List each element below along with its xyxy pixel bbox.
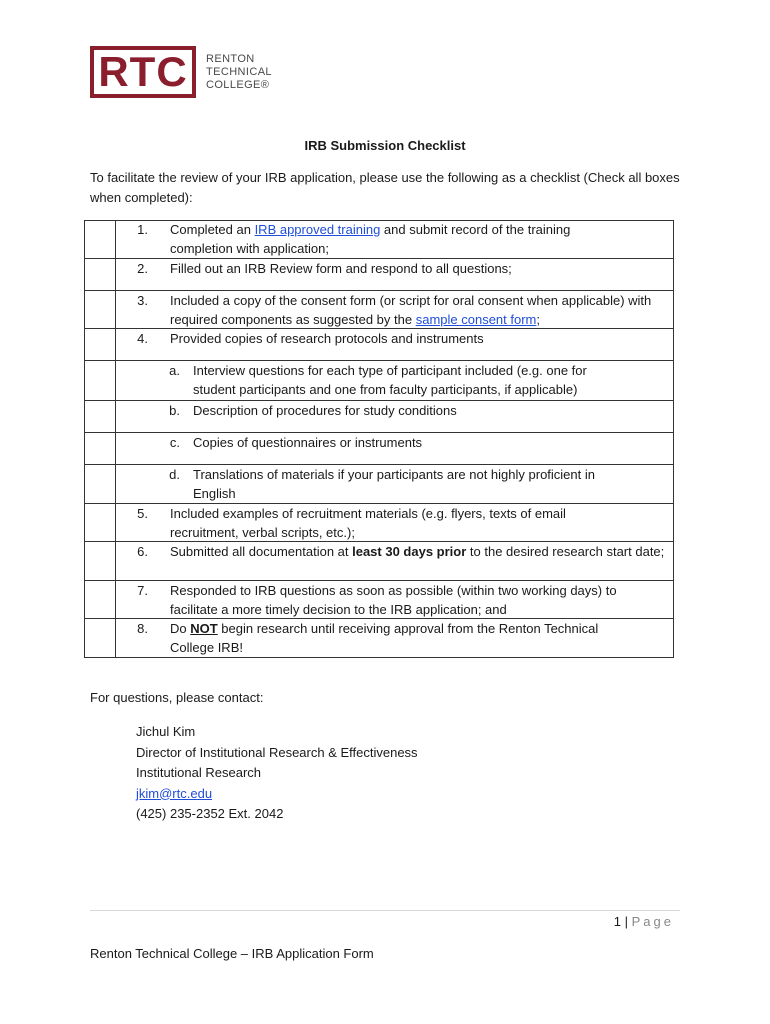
contact-heading: For questions, please contact: [90, 690, 264, 705]
checklist-table: 1. Completed an IRB approved training and submit record of the training completion with application; 2. Filled out an IRB Review form and respond to all questions; 3. Included a copy of the consent form (or script for oral consent when applicable) with required components as suggested by the sample consent form; 4. Provided copies of research protocols and instruments a. Interview questions for each type of participant included (e.g. one for student participants and one from faculty participants, if applicable) b. Description of procedures for study conditions c. Copies of questionnaires or instruments d. Translations of materials if your participants are not highly proficient in English 5. Included examples of recruitment materials (e.g. flyers, texts of email recruitment, verbal scripts, etc.); 6. Submitted all documentation at least 30 days prior to the desired research start date; 7. Responded to IRB questions as soon as possible (within two working days) to facilitate a more timely decision to the IRB application; and 8. Do NOT begin research until receiving approval from the Renton Technical College IRB! [84, 220, 674, 658]
intro-text: To facilitate the review of your IRB application, please use the following as a checklist (Check all boxes when completed): [90, 170, 680, 205]
checkbox[interactable] [84, 259, 116, 290]
contact-phone: (425) 235-2352 Ext. 2042 [136, 806, 284, 821]
logo-wordmark [206, 53, 272, 92]
checkbox[interactable] [84, 581, 116, 618]
logo-line-2: TECHNICAL [206, 65, 272, 78]
sample-consent-link[interactable]: sample consent form [415, 312, 537, 327]
logo-mark: RTC [90, 46, 196, 98]
contact-block [136, 722, 418, 825]
contact-name: Jichul Kim [136, 724, 196, 739]
page-title: IRB Submission Checklist [304, 138, 466, 153]
contact-dept: Institutional Research [136, 765, 262, 780]
page-number: 1 | Page [613, 914, 674, 929]
checkbox[interactable] [84, 401, 116, 432]
checkbox[interactable] [84, 291, 116, 328]
footer-divider [90, 910, 680, 911]
contact-email-link[interactable]: jkim@rtc.edu [136, 785, 213, 801]
logo-line-3: COLLEGE® [206, 78, 270, 91]
logo-line-1: RENTON [206, 52, 255, 65]
footer-text: Renton Technical College – IRB Application Form [90, 946, 374, 961]
checkbox[interactable] [84, 542, 116, 580]
checkbox[interactable] [84, 433, 116, 464]
contact-role: Director of Institutional Research & Effectiveness [136, 744, 418, 760]
irb-training-link[interactable]: IRB approved training [254, 222, 381, 237]
checkbox[interactable] [84, 504, 116, 541]
checkbox[interactable] [84, 361, 116, 400]
checkbox[interactable] [84, 619, 116, 657]
checkbox[interactable] [84, 329, 116, 360]
rtc-logo [90, 46, 272, 98]
checkbox[interactable] [84, 221, 116, 258]
checkbox[interactable] [84, 465, 116, 503]
